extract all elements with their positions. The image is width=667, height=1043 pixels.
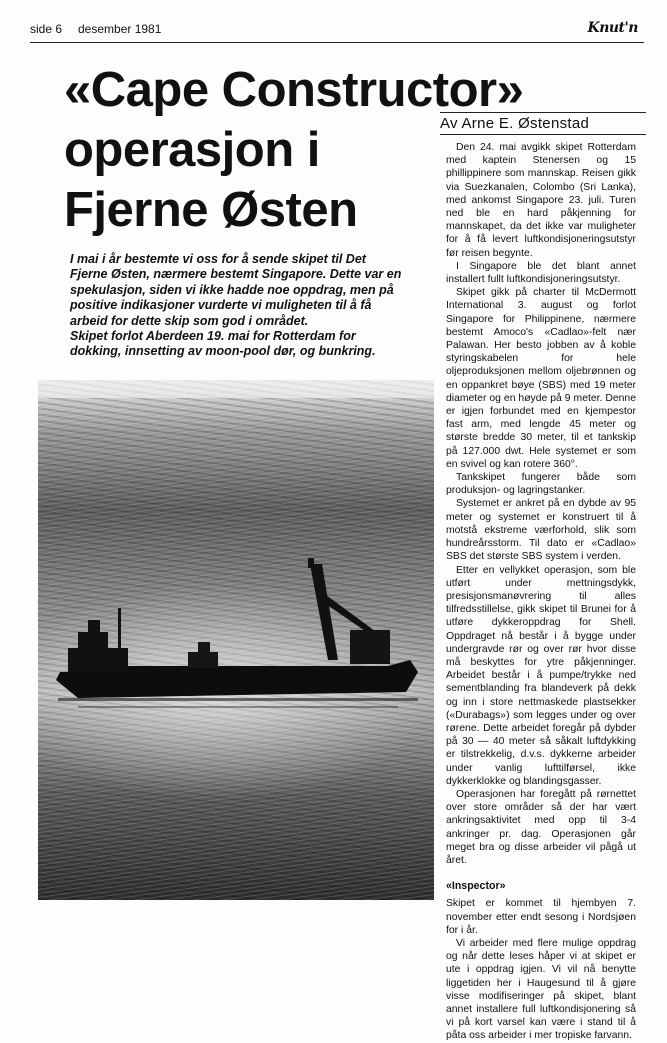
- headline-line-2: operasjon i: [64, 123, 320, 177]
- byline-rule: [440, 134, 646, 135]
- lead-paragraph: [70, 252, 406, 360]
- article-body: [446, 141, 636, 1043]
- section-subheading: «Inspector»: [446, 880, 506, 893]
- issue-date: desember 1981: [78, 22, 162, 36]
- body-paragraph: Operasjonen har foregått på rørnettet over store områder så der har vært ankringsaktivitet med opp til 3-4 ankringer pr. dag. Operasjonen går meget bra og disse arbeider vil pågå ut året.: [446, 788, 636, 866]
- body-paragraph: Vi arbeider med flere mulige oppdrag og når dette leses håper vi at skipet er ute i oppdrag igjen. Vi vil nå benytte liggetiden her i Haugesund til å gjøre visse modifiseringer på skipet, blant annet installere full luftkondisjonering så vi på kort varsel kan være i stand til å påta oss arbeider i mer tropiske farvann.: [446, 937, 636, 1042]
- body-paragraph: I Singapore ble det blant annet installert fullt luftkondisjoneringsutstyr.: [446, 260, 636, 286]
- ship-photo: [38, 380, 434, 900]
- body-paragraph: Skipet er kommet til hjembyen 7. november etter endt sesong i Nordsjøen for i år.: [446, 898, 636, 936]
- headline-line-3: Fjerne Østen: [64, 183, 358, 237]
- body-paragraph: Den 24. mai avgikk skipet Rotterdam med kaptein Stenersen og 15 phillippinere som mannskap. Reisen gikk via Suezkanalen, Colombo (Sri Lanka), med ankomst Singapore 23. juli. Turen ned ble en hard påkjenning for mannskapet, da det ikke var muligheter for å få levert luftkondisjoneringsutstyr før reisen begynte.: [446, 142, 636, 259]
- headline-line-1: «Cape Constructor»: [64, 63, 524, 117]
- header-rule: [30, 42, 644, 43]
- body-paragraph: Systemet er ankret på en dybde av 95 meter og systemet er konstruert til å motstå ekstreme værforhold, slik som hundreårsstorm. Til dato er «Cadlao» SBS det største SBS system i verden.: [446, 498, 636, 563]
- body-paragraph: Skipet gikk på charter til McDermott International 3. august og forlot Singapore for Philippinene, nærmere bestemt Amoco's «Cadlao»-felt nær Palawan. Her besto jobben av å koble styringskabelen for hele oljeproduksjonen mellom oljebrønnen og en oppankret bøye (SBS) med 19 meter diameter og en høyde på 9 meter. Denne er igjen forbundet med en kjempestor fast arm, med lengde 45 meter og største bredde 30 meter, til et tankskip på 127.000 dwt. Hele systemet er som en svivel og kan rotere 360°.: [446, 287, 636, 470]
- body-paragraph: Etter en vellykket operasjon, som ble utført under mettningsdykk, presisjonsmanøvrering til alles tilfredsstillelse, gikk skipet til Brunei for å utføre dykkeroppdrag for Shell. Oppdraget nå består i å bygge under undergravde rør og over rør hvor disse må beskyttes for ytre påkjenninger. Arbeidet består i å pumpe/trykke ned sementblanding fra blandeverk på dekk og inn i store nettmaskede plastsekker («Durabags») som legges under og over rørene. Dette arbeidet foregår på dybder på 30 — 40 meter så såkalt luftdykking er tilstrekkelig, d.v.s. dykkerne arbeider under vanlig lufttilførsel, ikke dykkerklokke og blandingsgasser.: [446, 564, 636, 787]
- ship-silhouette: [38, 380, 434, 900]
- body-paragraph: Tankskipet fungerer både som produksjon- og lagringstanker.: [446, 472, 636, 497]
- publication-logo: Knut'n: [587, 20, 638, 36]
- page-number: side 6: [30, 22, 63, 36]
- page-header: [30, 20, 644, 42]
- lead-text: Skipet forlot Aberdeen 19. mai for Rotterdam for dokking, innsetting av moon-pool dør, og bunkring.: [70, 329, 376, 359]
- lead-text: I mai i år bestemte vi oss for å sende skipet til Det Fjerne Østen, nærmere bestemt Singapore. Dette var en spekulasjon, siden vi ikke hadde noe oppdrag, men på positive indikasjoner vurderte vi muligheten til å få arbeid for dette skip som god i området.: [70, 252, 402, 328]
- byline: Av Arne E. Østenstad: [440, 112, 646, 132]
